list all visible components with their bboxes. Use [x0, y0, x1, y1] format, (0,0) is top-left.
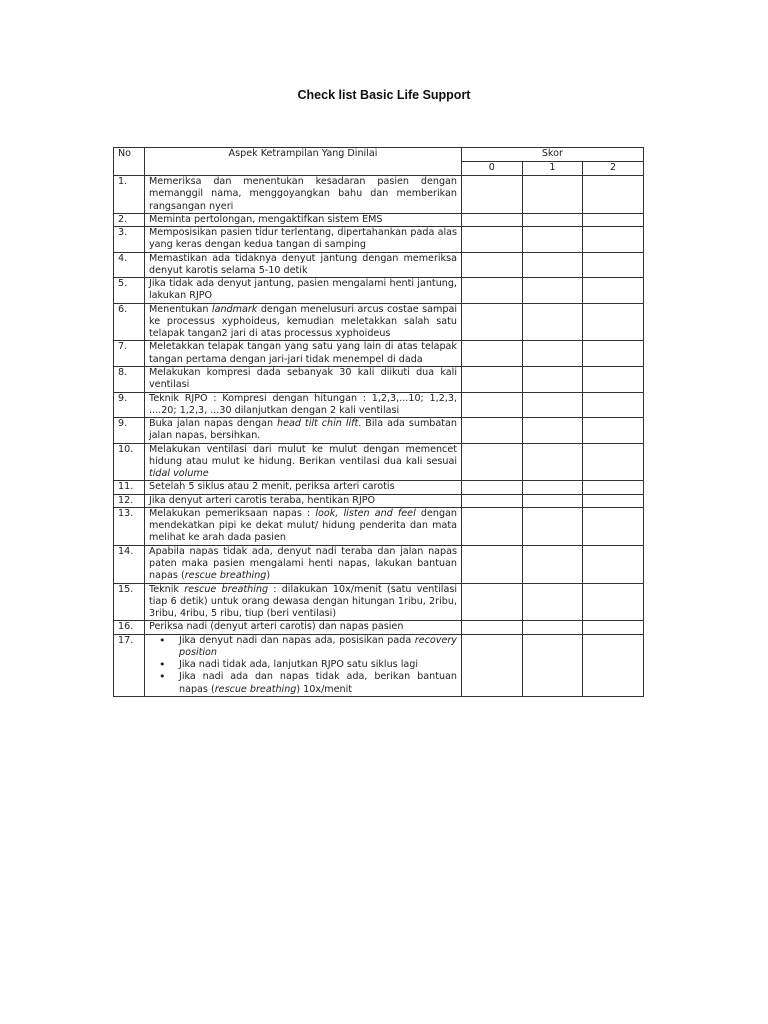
- row-number: 12.: [114, 494, 145, 507]
- row-number: 10.: [114, 443, 145, 481]
- bullet-item: [179, 659, 457, 671]
- score-cell-2[interactable]: [583, 507, 644, 545]
- row-number: 15.: [114, 583, 145, 621]
- score-cell-2[interactable]: [583, 278, 644, 304]
- score-cell-0[interactable]: [462, 481, 523, 494]
- score-cell-0[interactable]: [462, 634, 523, 696]
- table-row: [114, 481, 644, 494]
- row-aspect: [145, 634, 462, 696]
- row-number: 9.: [114, 392, 145, 418]
- score-cell-0[interactable]: [462, 366, 523, 392]
- row-number: 17.: [114, 634, 145, 696]
- row-aspect: [145, 507, 462, 545]
- score-cell-2[interactable]: [583, 443, 644, 481]
- row-aspect: [145, 392, 462, 418]
- italic-term: tidal volume: [149, 468, 209, 480]
- table-row: [114, 545, 644, 583]
- row-number: 5.: [114, 278, 145, 304]
- row-text-part: Buka jalan napas dengan: [149, 418, 278, 430]
- italic-term: rescue breathing: [214, 683, 297, 695]
- score-cell-1[interactable]: [522, 481, 583, 494]
- table-row: [114, 621, 644, 634]
- row-aspect: [145, 176, 462, 214]
- table-row: [114, 494, 644, 507]
- row-text-part: dengan menelusuri arcus costae sampai ke processus xyphoideus, kemudian meletakkan salah satu telapak tangan2 jari di atas processus xyphoideus: [149, 303, 457, 340]
- score-cell-2[interactable]: [583, 227, 644, 253]
- score-cell-0[interactable]: [462, 418, 523, 444]
- table-row: [114, 418, 644, 444]
- score-cell-0[interactable]: [462, 545, 523, 583]
- score-cell-1[interactable]: [522, 303, 583, 341]
- italic-term: landmark: [211, 303, 258, 315]
- score-cell-0[interactable]: [462, 213, 523, 226]
- bullet-item: [179, 671, 457, 696]
- header-no: No: [114, 148, 145, 176]
- score-cell-1[interactable]: [522, 545, 583, 583]
- score-cell-1[interactable]: [522, 494, 583, 507]
- table-row: [114, 507, 644, 545]
- row-text: Teknik RJPO : Kompresi dengan hitungan : 1,2,3,...10; 1,2,3, ....20; 1,2,3, ...30 dilanjutkan dengan 2 kali ventilasi: [149, 392, 457, 416]
- row-aspect: [145, 443, 462, 481]
- table-row: [114, 443, 644, 481]
- score-cell-1[interactable]: [522, 418, 583, 444]
- header-score-1: 1: [522, 162, 583, 176]
- row-text: Meminta pertolongan, mengaktifkan sistem EMS: [149, 213, 383, 225]
- score-cell-2[interactable]: [583, 366, 644, 392]
- row-number: 6.: [114, 303, 145, 341]
- row-aspect: [145, 418, 462, 444]
- table-row: [114, 366, 644, 392]
- bullet-list: [149, 635, 457, 696]
- checklist-table: [113, 147, 644, 697]
- header-score-group: Skor: [462, 148, 644, 162]
- table-row: [114, 227, 644, 253]
- score-cell-1[interactable]: [522, 176, 583, 214]
- row-number: 9.: [114, 418, 145, 444]
- score-cell-1[interactable]: [522, 507, 583, 545]
- row-aspect: [145, 366, 462, 392]
- row-text: Memastikan ada tidaknya denyut jantung dengan memeriksa denyut karotis selama 5-10 detik: [149, 252, 457, 276]
- row-text-part: ): [266, 570, 271, 582]
- score-cell-0[interactable]: [462, 252, 523, 278]
- score-cell-0[interactable]: [462, 278, 523, 304]
- score-cell-1[interactable]: [522, 278, 583, 304]
- score-cell-1[interactable]: [522, 252, 583, 278]
- score-cell-0[interactable]: [462, 392, 523, 418]
- score-cell-2[interactable]: [583, 303, 644, 341]
- header-aspect: Aspek Ketrampilan Yang Dinilai: [145, 148, 462, 176]
- score-cell-0[interactable]: [462, 303, 523, 341]
- row-text: Jika tidak ada denyut jantung, pasien mengalami henti jantung, lakukan RJPO: [149, 278, 457, 302]
- score-cell-2[interactable]: [583, 341, 644, 367]
- header-score-2: 2: [583, 162, 644, 176]
- header-score-0: 0: [462, 162, 523, 176]
- score-cell-2[interactable]: [583, 213, 644, 226]
- row-text-part: . Bila ada sumbatan jalan napas, bersihkan.: [149, 418, 457, 442]
- score-cell-1[interactable]: [522, 621, 583, 634]
- row-text-part: : dilakukan 10x/menit (satu ventilasi tiap 6 detik) untuk orang dewasa dengan hitungan 1ribu, 2ribu, 3ribu, 4ribu, 5 ribu, tiup (beri ventilasi): [149, 583, 457, 620]
- row-aspect: [145, 621, 462, 634]
- table-row: [114, 392, 644, 418]
- score-cell-1[interactable]: [522, 213, 583, 226]
- row-number: 1.: [114, 176, 145, 214]
- row-text-part: Menentukan: [149, 303, 212, 315]
- table-row: [114, 583, 644, 621]
- row-text: Memeriksa dan menentukan kesadaran pasien dengan memanggil nama, menggoyangkan bahu dan memberikan rangsangan nyeri: [149, 176, 457, 212]
- row-aspect: [145, 213, 462, 226]
- score-cell-1[interactable]: [522, 583, 583, 621]
- score-cell-1[interactable]: [522, 443, 583, 481]
- table-row: [114, 176, 644, 214]
- score-cell-0[interactable]: [462, 227, 523, 253]
- row-text-part: ) 10x/menit: [296, 683, 353, 695]
- row-number: 7.: [114, 341, 145, 367]
- score-cell-2[interactable]: [583, 481, 644, 494]
- row-aspect: [145, 278, 462, 304]
- score-cell-2[interactable]: [583, 494, 644, 507]
- row-number: 2.: [114, 213, 145, 226]
- italic-term: head tilt chin lift: [277, 418, 359, 430]
- score-cell-0[interactable]: [462, 507, 523, 545]
- row-text-part: Teknik: [149, 583, 185, 595]
- score-cell-2[interactable]: [583, 176, 644, 214]
- row-text: Memposisikan pasien tidur terlentang, dipertahankan pada alas yang keras dengan kedua tangan di samping: [149, 227, 457, 251]
- document-title: Check list Basic Life Support: [297, 88, 471, 102]
- row-number: 4.: [114, 252, 145, 278]
- row-text-part: Melakukan pemeriksaan napas :: [149, 507, 316, 519]
- score-cell-1[interactable]: [522, 392, 583, 418]
- score-cell-2[interactable]: [583, 583, 644, 621]
- row-aspect: [145, 252, 462, 278]
- row-text-part: Jika nadi ada dan napas tidak ada, berikan bantuan napas (: [179, 671, 457, 695]
- score-cell-1[interactable]: [522, 227, 583, 253]
- row-text: Melakukan kompresi dada sebanyak 30 kali diikuti dua kali ventilasi: [149, 366, 457, 391]
- row-aspect: [145, 583, 462, 621]
- score-cell-0[interactable]: [462, 583, 523, 621]
- score-cell-2[interactable]: [583, 418, 644, 444]
- row-text: Jika denyut arteri carotis teraba, hentikan RJPO: [149, 494, 376, 506]
- checklist-body: [114, 176, 644, 697]
- row-text-part: Jika nadi tidak ada, lanjutkan RJPO satu siklus lagi: [179, 659, 419, 671]
- row-aspect: [145, 227, 462, 253]
- table-row: [114, 252, 644, 278]
- score-cell-2[interactable]: [583, 252, 644, 278]
- row-text-part: dengan mendekatkan pipi ke dekat mulut/ hidung penderita dan mata melihat ke arah dada pasien: [149, 507, 458, 544]
- row-number: 8.: [114, 366, 145, 392]
- row-text-part: Jika denyut nadi dan napas ada, posisikan pada: [179, 634, 415, 646]
- row-aspect: [145, 481, 462, 494]
- table-row: [114, 341, 644, 367]
- row-aspect: [145, 545, 462, 583]
- score-cell-1[interactable]: [522, 341, 583, 367]
- score-cell-0[interactable]: [462, 443, 523, 481]
- score-cell-2[interactable]: [583, 545, 644, 583]
- row-aspect: [145, 494, 462, 507]
- row-number: 16.: [114, 621, 145, 634]
- row-number: 3.: [114, 227, 145, 253]
- italic-term: look, listen and feel: [315, 507, 416, 519]
- score-cell-1[interactable]: [522, 634, 583, 696]
- row-number: 13.: [114, 507, 145, 545]
- row-text: Periksa nadi (denyut arteri carotis) dan napas pasien: [149, 621, 404, 633]
- italic-term: rescue breathing: [184, 583, 269, 595]
- score-cell-2[interactable]: [583, 621, 644, 634]
- table-row: [114, 213, 644, 226]
- row-text-part: Melakukan ventilasi dari mulut ke mulut dengan memencet hidung atau mulut ke hidung. Berikan ventilasi dua kali sesuai: [149, 443, 457, 467]
- score-cell-1[interactable]: [522, 366, 583, 392]
- italic-term: recovery position: [179, 634, 457, 658]
- bullet-item: [179, 635, 457, 660]
- score-cell-2[interactable]: [583, 392, 644, 418]
- italic-term: rescue breathing: [184, 570, 267, 582]
- row-number: 11.: [114, 481, 145, 494]
- row-text-part: Apabila napas tidak ada, denyut nadi teraba dan jalan napas paten maka pasien mengalami henti napas, lakukan bantuan napas (: [149, 545, 457, 582]
- table-row: [114, 303, 644, 341]
- score-cell-2[interactable]: [583, 634, 644, 696]
- score-cell-0[interactable]: [462, 621, 523, 634]
- table-row: [114, 278, 644, 304]
- row-aspect: [145, 341, 462, 367]
- score-cell-0[interactable]: [462, 341, 523, 367]
- table-row: [114, 634, 644, 696]
- row-aspect: [145, 303, 462, 341]
- row-number: 14.: [114, 545, 145, 583]
- score-cell-0[interactable]: [462, 494, 523, 507]
- row-text: Setelah 5 siklus atau 2 menit, periksa arteri carotis: [149, 481, 395, 493]
- row-text: Meletakkan telapak tangan yang satu yang lain di atas telapak tangan pertama dengan jari-jari tidak menempel di dada: [149, 341, 457, 365]
- score-cell-0[interactable]: [462, 176, 523, 214]
